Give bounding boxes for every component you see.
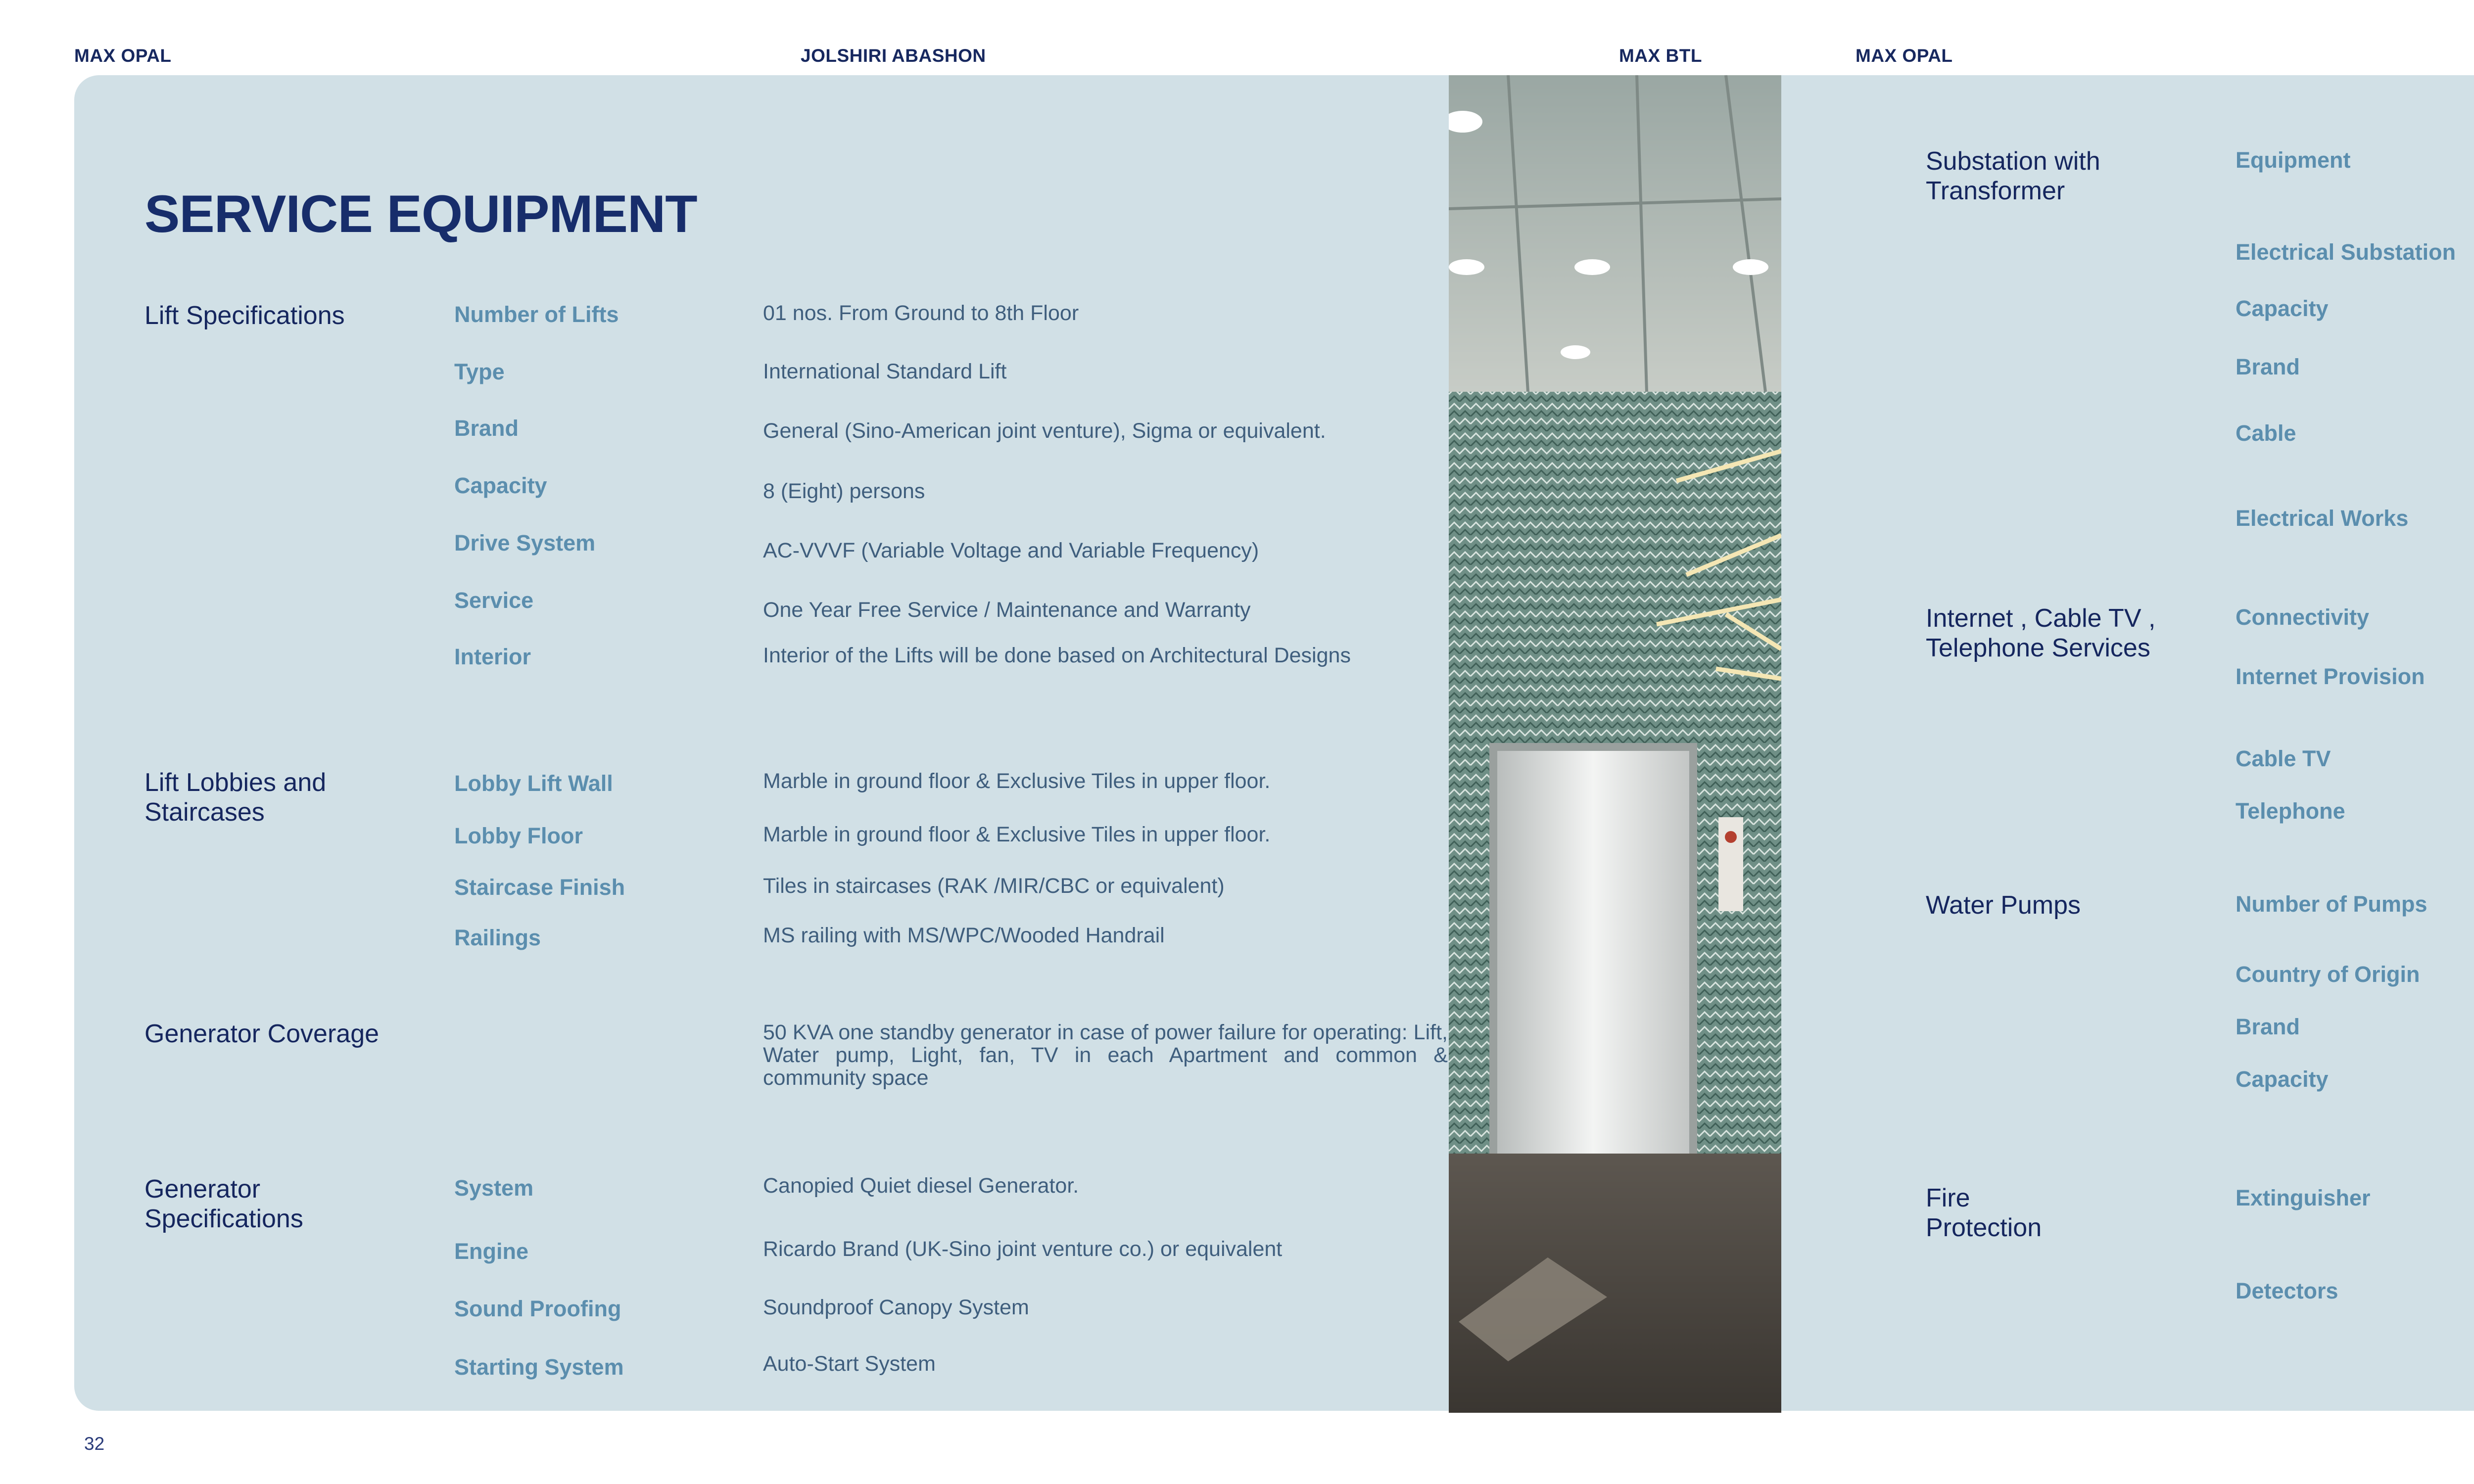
lift-lobby-photo <box>1449 75 1781 1413</box>
section-heading-generator-coverage: Generator Coverage <box>144 1020 380 1048</box>
row-value: 01 nos. From Ground to 8th Floor <box>763 301 1079 325</box>
row-label: Starting System <box>454 1354 624 1380</box>
lift-lobby-illustration <box>1449 75 1781 1413</box>
page-title: SERVICE EQUIPMENT <box>144 184 697 243</box>
row-label: Drive System <box>454 530 596 556</box>
row-label: Interior <box>454 644 531 669</box>
row-value: One Year Free Service / Maintenance and Warranty <box>763 598 1251 622</box>
section-heading-fire-protection: Fire Protection <box>1926 1184 2042 1242</box>
row-value: MS railing with MS/WPC/Wooded Handrail <box>763 924 1165 947</box>
row-label: Detectors <box>2236 1278 2338 1303</box>
row-label: Type <box>454 359 505 384</box>
section-heading-lift-specifications: Lift Specifications <box>144 301 345 330</box>
section-heading-internet: Internet , Cable TV , Telephone Services <box>1926 604 2156 662</box>
row-label: Railings <box>454 925 541 950</box>
row-label: Capacity <box>2236 296 2329 321</box>
row-value: Ricardo Brand (UK-Sino joint venture co.) or equivalent <box>763 1237 1283 1261</box>
row-label: Capacity <box>2236 1067 2329 1092</box>
section-heading-substation: Substation with Transformer <box>1926 147 2100 205</box>
row-value: Soundproof Canopy System <box>763 1296 1029 1319</box>
row-label: Engine <box>454 1239 529 1264</box>
row-label: Sound Proofing <box>454 1296 621 1321</box>
row-label: Service <box>454 588 534 613</box>
row-value: Marble in ground floor & Exclusive Tiles in upper floor. <box>763 823 1271 846</box>
row-label: Electrical Substation <box>2236 239 2456 265</box>
row-label: Country of Origin <box>2236 962 2420 987</box>
row-label: System <box>454 1175 534 1201</box>
row-label: Number of Pumps <box>2236 891 2427 917</box>
row-label: Lobby Floor <box>454 823 583 848</box>
header-project-left: JOLSHIRI ABASHON <box>801 46 986 66</box>
section-heading-generator-specifications: Generator Specifications <box>144 1175 303 1233</box>
row-label: Equipment <box>2236 147 2351 173</box>
row-value: International Standard Lift <box>763 360 1007 383</box>
row-label: Electrical Works <box>2236 506 2409 531</box>
row-label: Number of Lifts <box>454 302 619 327</box>
row-value: Interior of the Lifts will be done based on Architectural Designs <box>763 644 1351 667</box>
header-brand-right: MAX OPAL <box>1856 46 1953 66</box>
generator-coverage-value: 50 KVA one standby generator in case of power failure for operating: Lift, Water pump, Light, fan, TV in each Apartment and common & community space <box>763 1020 1448 1090</box>
row-value: Auto-Start System <box>763 1352 936 1376</box>
row-label: Internet Provision <box>2236 664 2425 689</box>
row-value: Marble in ground floor & Exclusive Tiles in upper floor. <box>763 769 1271 793</box>
row-label: Staircase Finish <box>454 875 625 900</box>
row-value: AC-VVVF (Variable Voltage and Variable Frequency) <box>763 539 1259 562</box>
row-label: Brand <box>454 416 519 441</box>
page-number-left: 32 <box>84 1434 105 1454</box>
row-label: Brand <box>2236 1014 2300 1039</box>
row-label: Cable <box>2236 420 2296 446</box>
header-company-left: MAX BTL <box>1619 46 1702 66</box>
row-label: Capacity <box>454 473 547 498</box>
row-label: Brand <box>2236 354 2300 379</box>
row-label: Lobby Lift Wall <box>454 771 613 796</box>
section-heading-lift-lobbies: Lift Lobbies and Staircases <box>144 768 327 827</box>
section-heading-water-pumps: Water Pumps <box>1926 891 2081 920</box>
row-value: Tiles in staircases (RAK /MIR/CBC or equivalent) <box>763 874 1225 898</box>
row-value: General (Sino-American joint venture), Sigma or equivalent. <box>763 419 1326 443</box>
row-label: Connectivity <box>2236 604 2370 630</box>
row-label: Cable TV <box>2236 746 2331 771</box>
row-label: Telephone <box>2236 798 2345 824</box>
row-value: 8 (Eight) persons <box>763 479 925 503</box>
row-value: Canopied Quiet diesel Generator. <box>763 1174 1079 1198</box>
header-brand-left: MAX OPAL <box>74 46 172 66</box>
row-label: Extinguisher <box>2236 1185 2371 1210</box>
